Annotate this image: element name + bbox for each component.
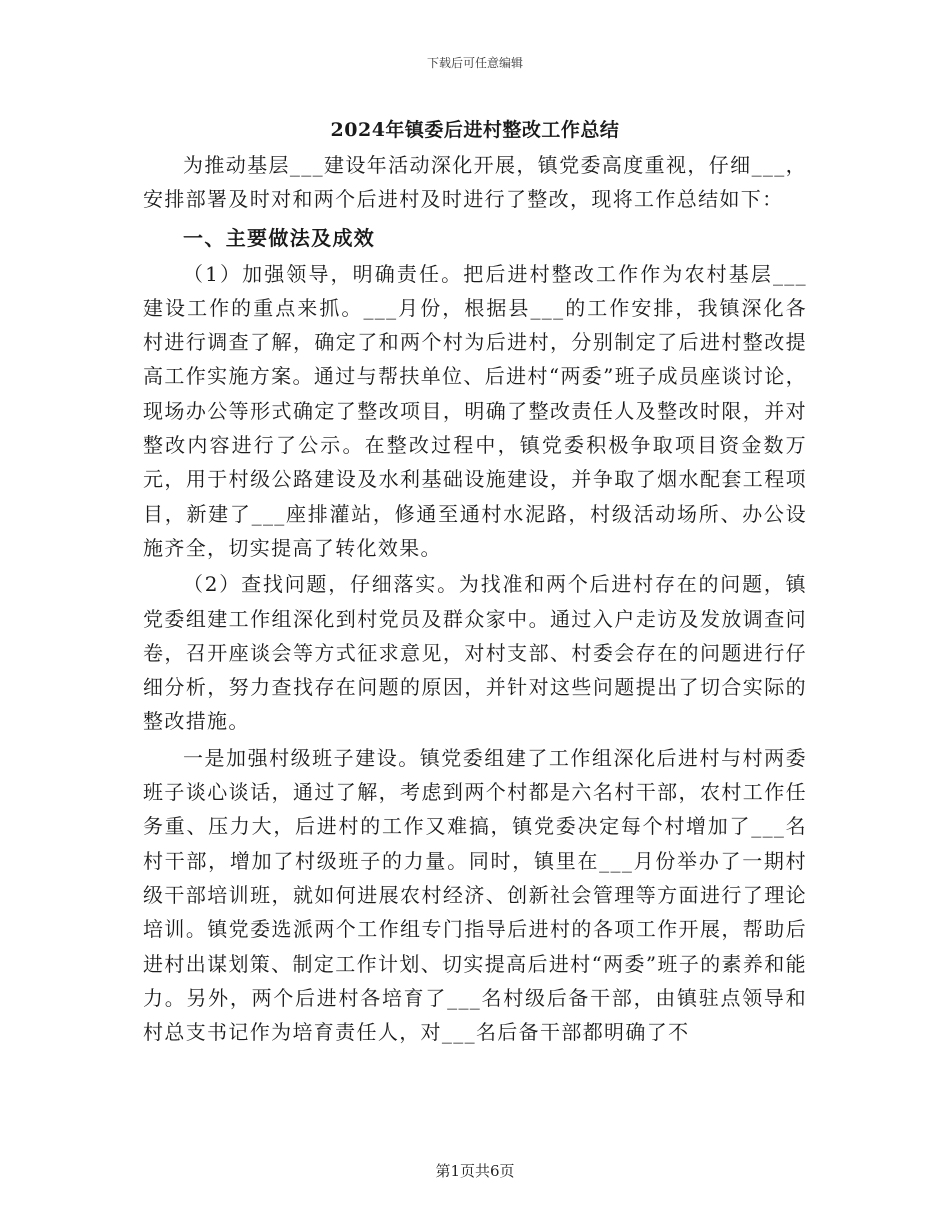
section-heading: 一、主要做法及成效	[183, 225, 376, 250]
document-title: 2024年镇委后进村整改工作总结	[330, 119, 620, 141]
paragraph-2: （2）查找问题，仔细落实。为找准和两个后进村存在的问题，镇党委组建工作组深化到村党员及群众家中。通过入户走访及发放调查问卷，召开座谈会等方式征求意见，对村支部、村委会存在的问题进行仔细分析，努力查找存在问题的原因，并针对这些问题提出了切合实际的整改措施。	[143, 572, 807, 734]
page-footer: 第1页共6页	[435, 1162, 515, 1180]
paragraph-1: （1）加强领导，明确责任。把后进村整改工作作为农村基层___建设工作的重点来抓。___月份，根据县___的工作安排，我镇深化各村进行调查了解，确定了和两个村为后进村，分别制定了后进村整改提高工作实施方案。通过与帮扶单位、后进村“两委”班子成员座谈讨论，现场办公等形式确定了整改项目，明确了整改责任人及整改时限，并对整改内容进行了公示。在整改过程中，镇党委积极争取项目资金数万元，用于村级公路建设及水利基础设施建设，并争取了烟水配套工程项目，新建了___座排灌站，修通至通村水泥路，村级活动场所、办公设施齐全，切实提高了转化效果。	[143, 261, 807, 560]
document-body	[143, 148, 807, 1049]
intro-paragraph: 为推动基层___建设年活动深化开展，镇党委高度重视，仔细___，安排部署及时对和两个后进村及时进行了整改，现将工作总结如下：	[143, 153, 807, 212]
paragraph-3: 一是加强村级班子建设。镇党委组建了工作组深化后进村与村两委班子谈心谈话，通过了解，考虑到两个村都是六名村干部，农村工作任务重、压力大，后进村的工作又难搞，镇党委决定每个村增加了___名村干部，增加了村级班子的力量。同时，镇里在___月份举办了一期村级干部培训班，就如何进展农村经济、创新社会管理等方面进行了理论培训。镇党委选派两个工作组专门指导后进村的各项工作开展，帮助后进村出谋划策、制定工作计划、切实提高后进村“两委”班子的素养和能力。另外，两个后进村各培育了___名村级后备干部，由镇驻点领导和村总支书记作为培育责任人，对___名后备干部都明确了不	[143, 745, 807, 1045]
header-note: 下载后可任意编辑	[426, 56, 523, 70]
